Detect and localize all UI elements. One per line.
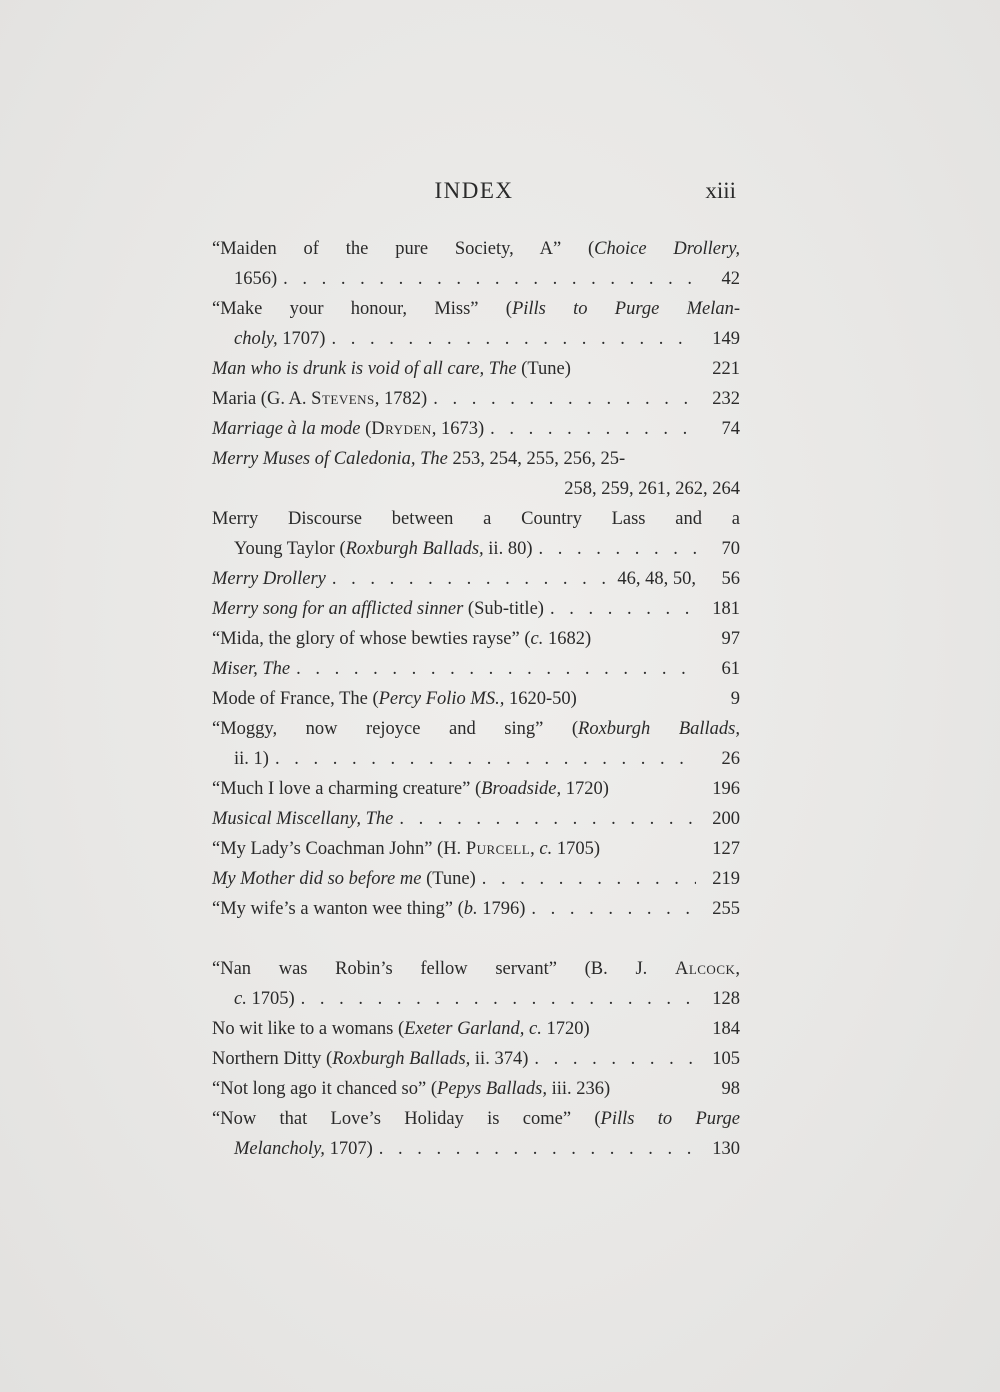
index-entry-line: “Make your honour, Miss” (Pills to Purge Melan-: [212, 299, 740, 319]
index-entry-line: Merry song for an afflicted sinner (Sub-title) . . . 181: [212, 594, 740, 624]
index-entry-line: No wit like to a womans (Exeter Garland, c. 1720) 184: [212, 1014, 740, 1044]
index-entry-line: “Moggy, now rejoyce and sing” (Roxburgh Ballads,: [212, 719, 740, 739]
index-entry-line: c. 1705) . . . 128: [212, 984, 740, 1014]
page-ref: 255: [712, 899, 740, 919]
page-ref: 127: [712, 839, 740, 859]
index-entry-line: ii. 1) . . . 26: [212, 744, 740, 774]
page-ref: 221: [712, 359, 740, 379]
index-entry-line: Merry Discourse between a Country Lass and a: [212, 509, 740, 529]
index-entry-line: “Mida, the glory of whose bewties rayse” (c. 1682) 97: [212, 624, 740, 654]
index-entry-line: 1656) . . . 42: [212, 264, 740, 294]
index-list: [212, 234, 740, 1164]
index-entry-line: choly, 1707) . . . 149: [212, 324, 740, 354]
page-ref: 42: [721, 269, 740, 289]
page-ref: 130: [712, 1139, 740, 1159]
page-ref: 26: [721, 749, 740, 769]
page-ref: 105: [712, 1049, 740, 1069]
page-ref: 70: [721, 539, 740, 559]
index-entry-line: Musical Miscellany, The . . . 200: [212, 804, 740, 834]
index-entry-line: Miser, The . . . 61: [212, 654, 740, 684]
page-ref: 56: [721, 569, 740, 589]
index-entry-line: Merry Muses of Caledonia, The 253, 254, 255, 256, 25-: [212, 449, 626, 469]
page-ref: 149: [712, 329, 740, 349]
index-entry-line: “Maiden of the pure Society, A” (Choice Drollery,: [212, 239, 741, 259]
index-entry-line: “Much I love a charming creature” (Broadside, 1720) 196: [212, 774, 740, 804]
page-ref: 74: [721, 419, 740, 439]
page-ref: 196: [712, 779, 740, 799]
index-entry-line: “Nan was Robin’s fellow servant” (B. J. Alcock,: [212, 959, 740, 979]
index-entry-line: “Now that Love’s Holiday is come” (Pills to Purge: [212, 1109, 740, 1129]
index-entry-line: Maria (G. A. Stevens, 1782) . . . 232: [212, 384, 740, 414]
page-ref: 232: [712, 389, 740, 409]
page-ref: 9: [730, 689, 740, 709]
index-entry-line: 258, 259, 261, 262, 264: [564, 479, 740, 499]
page-ref: 219: [712, 869, 740, 889]
index-entry-line: Mode of France, The (Percy Folio MS., 1620-50) 9: [212, 684, 740, 714]
page-ref: 200: [712, 809, 740, 829]
running-header: [212, 178, 736, 210]
index-entry-line: “My wife’s a wanton wee thing” (b. 1796) . . . 255: [212, 894, 740, 924]
page-title: INDEX: [434, 178, 514, 203]
index-entry-line: My Mother did so before me (Tune) . . . 219: [212, 864, 740, 894]
index-entry-line: Northern Ditty (Roxburgh Ballads, ii. 374) . . . 105: [212, 1044, 740, 1074]
index-entry-line: Man who is drunk is void of all care, The (Tune) 221: [212, 354, 740, 384]
page-ref: 97: [721, 629, 740, 649]
page-ref: 184: [712, 1019, 740, 1039]
index-entry-line: Marriage à la mode (Dryden, 1673) . . . 74: [212, 414, 740, 444]
page-ref: 181: [712, 599, 740, 619]
page-ref: 61: [721, 659, 740, 679]
index-entry-line: “Not long ago it chanced so” (Pepys Ballads, iii. 236) 98: [212, 1074, 740, 1104]
index-entry-line: Young Taylor (Roxburgh Ballads, ii. 80) . . . 70: [212, 534, 740, 564]
page-ref: 98: [721, 1079, 740, 1099]
index-entry-line: “My Lady’s Coachman John” (H. Purcell, c. 1705) 127: [212, 834, 740, 864]
index-entry-line: Merry Drollery . . . 46, 48, 50, 56: [212, 564, 740, 594]
page-number: xiii: [705, 178, 736, 203]
index-entry-line: Melancholy, 1707) . . . 130: [212, 1134, 740, 1164]
page-ref: 128: [712, 989, 740, 1009]
